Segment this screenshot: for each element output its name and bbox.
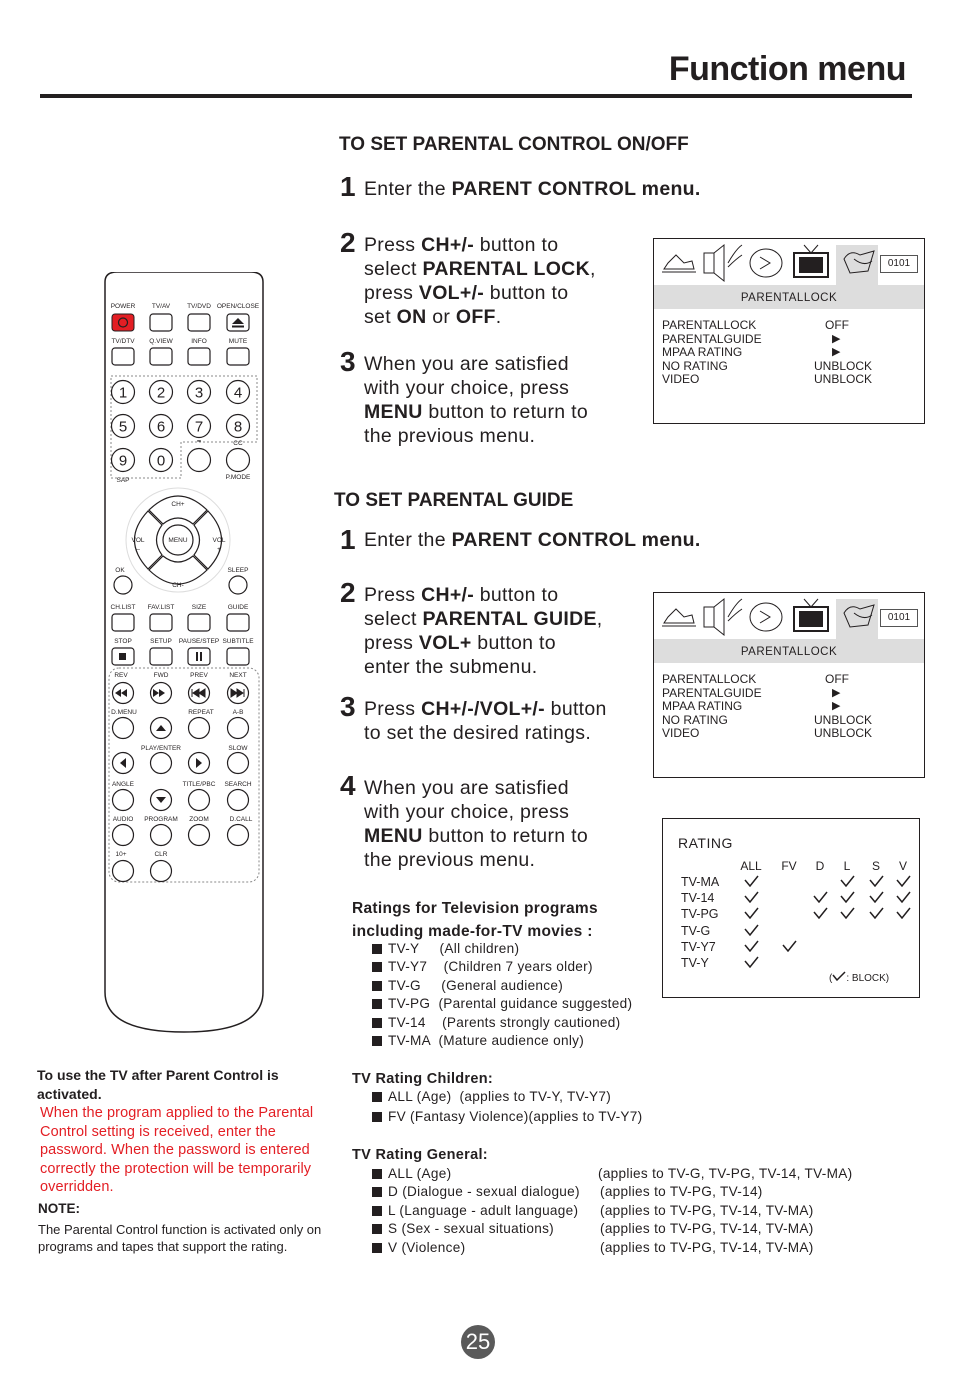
digit-label: 2	[156, 384, 166, 402]
remote-button	[229, 576, 247, 594]
step-text: Press CH+/- button to select PARENTAL LOCK, press VOL+/- button to set ON or OFF.	[364, 234, 596, 328]
remote-label: -	[196, 432, 202, 449]
remote-label: TV/AV	[151, 303, 171, 310]
osd-screen-lock	[653, 238, 925, 424]
bullet-square-icon	[372, 1169, 382, 1179]
osd-row: PARENTALLOCK OFF	[662, 672, 849, 686]
clock-icon	[750, 249, 782, 277]
rating-row-label: TV-G	[681, 923, 711, 938]
osd-code: 0101	[880, 609, 918, 627]
osd-row: MPAA RATING ▶	[662, 345, 841, 359]
arrow-right-icon: ▶	[832, 686, 841, 699]
remote-label: FWD	[153, 672, 169, 679]
list-item: TV-PG (Parental guidance suggested)	[372, 995, 632, 1013]
digit-label: 8	[233, 418, 243, 436]
bullet-square-icon	[372, 1112, 382, 1122]
remote-label: NEXT	[229, 672, 247, 679]
list-item: TV-G (General audience)	[372, 977, 632, 995]
remote-label: STOP	[114, 638, 132, 645]
remote-button	[227, 348, 249, 365]
remote-label: PROGRAM	[144, 816, 178, 823]
arrow-right-icon: ▶	[832, 332, 841, 345]
step-text: Press CH+/- button to select PARENTAL GUIDE, press VOL+ button to enter the submenu.	[364, 584, 603, 678]
step-text: When you are satisfied with your choice, press MENU button to return to the previous menu.	[364, 777, 588, 871]
bullet-square-icon	[372, 1018, 382, 1028]
remote-button	[228, 825, 249, 846]
pause-icon	[196, 652, 198, 661]
bullet-square-icon	[372, 962, 382, 972]
remote-label: D.MENU	[111, 709, 137, 716]
remote-label: FAV.LIST	[147, 604, 175, 611]
remote-label: SIZE	[191, 604, 207, 611]
remote-label: INFO	[191, 338, 207, 345]
rating-row-label: TV-Y	[681, 956, 709, 970]
rating-row-label: TV-PG	[681, 907, 719, 922]
remote-button	[188, 614, 210, 631]
remote-label: Q.VIEW	[149, 338, 173, 345]
remote-label: SAP	[116, 477, 130, 484]
remote-label: 10+	[115, 851, 127, 858]
page-title: Function menu	[668, 50, 906, 88]
list-item: ALL (Age) (applies to TV-G, TV-PG, TV-14, TV-MA)	[372, 1165, 892, 1183]
remote-button	[228, 790, 249, 811]
step-number: 3	[340, 346, 356, 377]
remote-label: TV/DTV	[111, 338, 135, 345]
osd-screen-guide	[653, 592, 925, 778]
note-label: NOTE:	[38, 1201, 80, 1216]
list-item: FV (Fantasy Violence)(applies to TV-Y7)	[372, 1108, 642, 1128]
remote-label: SLOW	[228, 745, 248, 752]
picture-icon	[662, 609, 696, 626]
list-item: TV-Y (All children)	[372, 940, 632, 958]
step-number: 2	[340, 227, 356, 258]
remote-label: TV/DVD	[187, 303, 211, 310]
digit-label: 0	[156, 452, 166, 470]
eject-icon	[232, 326, 244, 328]
list-item: ALL (Age) (applies to TV-Y, TV-Y7)	[372, 1088, 642, 1108]
remote-label: CH.LIST	[110, 604, 136, 611]
remote-button	[113, 861, 134, 882]
list-item: TV-Y7 (Children 7 years older)	[372, 958, 632, 976]
osd-code: 0101	[880, 255, 918, 273]
tv-general-heading: TV Rating General:	[352, 1147, 488, 1163]
remote-button	[113, 790, 134, 811]
bullet-square-icon	[372, 1206, 382, 1216]
rating-column-header: FV	[781, 859, 797, 873]
digit-label: 6	[156, 418, 166, 436]
remote-label: PREV	[190, 672, 208, 679]
remote-label: A-B	[232, 709, 244, 716]
remote-label: POWER	[110, 303, 136, 310]
remote-label: MENU	[168, 537, 188, 544]
osd-row: MPAA RATING ▶	[662, 699, 841, 713]
section1-heading: TO SET PARENTAL CONTROL ON/OFF	[339, 134, 689, 155]
remote-label: CH+	[171, 501, 185, 508]
check-icon	[782, 939, 797, 957]
rating-column-header: V	[898, 859, 907, 873]
remote-label: CC	[233, 440, 243, 447]
rating-column-header: S	[871, 859, 880, 873]
step-number: 1	[340, 524, 356, 555]
remote-button	[151, 861, 172, 882]
bullet-square-icon	[372, 1224, 382, 1234]
remote-label: PAUSE/STEP	[178, 638, 220, 645]
remote-button	[188, 314, 210, 331]
remote-button	[113, 825, 134, 846]
rating-table	[662, 818, 920, 998]
remote-label: CLR	[154, 851, 168, 858]
remote-button	[188, 648, 210, 665]
title-rule	[40, 94, 912, 98]
remote-label: SLEEP	[227, 567, 249, 574]
remote-label: PLAY/ENTER	[141, 745, 181, 752]
check-icon	[813, 906, 828, 924]
osd-header: PARENTALLOCK	[654, 285, 924, 309]
remote-label: REV	[114, 672, 128, 679]
bullet-square-icon	[372, 981, 382, 991]
list-item: V (Violence) (applies to TV-PG, TV-14, TV-MA)	[372, 1239, 892, 1257]
rating-row-label: TV-Y7	[681, 939, 716, 954]
stop-icon	[119, 653, 126, 660]
step-text: When you are satisfied with your choice, press MENU button to return to the previous menu.	[364, 353, 588, 447]
rating-column-header: L	[843, 859, 851, 873]
remote-label: D.CALL	[229, 816, 253, 823]
tv-general-list	[372, 1165, 892, 1257]
osd-row: PARENTALGUIDE ▶	[662, 331, 841, 346]
list-item: TV-14 (Parents strongly cautioned)	[372, 1014, 632, 1032]
clock-icon	[750, 603, 782, 631]
bullet-square-icon	[372, 1243, 382, 1253]
remote-label: SEARCH	[224, 781, 252, 788]
remote-label: TITLE/PBC	[182, 781, 216, 788]
remote-control-illustration	[95, 272, 275, 1042]
remote-button	[150, 614, 172, 631]
list-item: D (Dialogue - sexual dialogue) (applies to TV-PG, TV-14)	[372, 1183, 892, 1201]
ratings-tv-heading: Ratings for Television programs including made-for-TV movies :	[352, 900, 598, 940]
remote-button	[189, 718, 210, 739]
remote-label: P.MODE	[225, 474, 251, 481]
bullet-square-icon	[372, 1036, 382, 1046]
digit-label: 1	[118, 384, 128, 402]
tv-children-list	[372, 1088, 642, 1128]
rating-title: RATING	[678, 835, 733, 851]
remote-button	[189, 790, 210, 811]
note-red-text: When the program applied to the Parental Control setting is received, enter the password. When the password is entered correctly the protection will be temporarily overridden.	[40, 1105, 314, 1196]
tv-icon	[794, 599, 828, 631]
osd-header: PARENTALLOCK	[654, 639, 924, 663]
remote-label: +	[217, 546, 221, 553]
osd-row: PARENTALLOCK OFF	[662, 318, 849, 332]
check-icon	[744, 955, 759, 973]
remote-label: SETUP	[150, 638, 172, 645]
rating-column-header: ALL	[740, 859, 762, 873]
remote-label: VOL	[212, 537, 226, 544]
remote-label: GUIDE	[227, 604, 249, 611]
list-item: S (Sex - sexual situations) (applies to TV-PG, TV-14, TV-MA)	[372, 1220, 892, 1238]
bullet-square-icon	[372, 1187, 382, 1197]
step-text: Enter the PARENT CONTROL menu.	[364, 529, 701, 551]
check-icon	[869, 906, 884, 924]
remote-label: MUTE	[228, 338, 248, 345]
remote-label: OK	[115, 567, 125, 574]
remote-label: VOL	[131, 537, 145, 544]
bullet-square-icon	[372, 944, 382, 954]
tv-icon	[794, 245, 828, 277]
remote-label: OPEN/CLOSE	[216, 303, 260, 310]
remote-button	[151, 825, 172, 846]
osd-row: NO RATING UNBLOCK	[662, 712, 873, 727]
step-text: Press CH+/-/VOL+/- button to set the desired ratings.	[364, 698, 607, 744]
osd-row: VIDEO UNBLOCK	[662, 726, 873, 740]
digit-label: 9	[118, 452, 128, 470]
remote-label: CH-	[172, 582, 184, 589]
remote-button	[112, 348, 134, 365]
remote-button	[188, 348, 210, 365]
rating-row-label: TV-MA	[681, 875, 720, 889]
sound-icon	[704, 599, 742, 635]
picture-icon	[662, 255, 696, 272]
remote-button	[189, 825, 210, 846]
remote-label: REPEAT	[188, 709, 214, 716]
tv-children-heading: TV Rating Children:	[352, 1071, 494, 1087]
remote-button	[228, 753, 249, 774]
digit-label: 5	[118, 418, 128, 436]
digit-label: 7	[194, 418, 204, 436]
remote-button	[228, 718, 249, 739]
check-icon	[832, 973, 846, 984]
osd-row: NO RATING UNBLOCK	[662, 358, 873, 373]
ratings-tv-list	[372, 940, 632, 1050]
remote-button	[150, 314, 172, 331]
bullet-square-icon	[372, 999, 382, 1009]
remote-label: SUBTITLE	[222, 638, 254, 645]
remote-button	[188, 449, 211, 472]
remote-button	[114, 576, 132, 594]
remote-button	[113, 718, 134, 739]
arrow-right-icon: ▶	[832, 346, 841, 358]
rating-column-header: D	[815, 859, 825, 873]
note-text: The Parental Control function is activated only on programs and tapes that support the rating.	[38, 1222, 322, 1254]
remote-button	[150, 648, 172, 665]
list-item: L (Language - adult language) (applies to TV-PG, TV-14, TV-MA)	[372, 1202, 892, 1220]
digit-label: 4	[233, 384, 243, 402]
remote-button	[227, 614, 249, 631]
remote-label: AUDIO	[112, 816, 134, 823]
note-heading: To use the TV after Parent Control is activated.	[37, 1067, 279, 1102]
step-number: 1	[340, 171, 356, 202]
rating-row-label: TV-14	[681, 891, 715, 906]
step-number: 2	[340, 577, 356, 608]
step-number: 3	[340, 691, 356, 722]
section2-heading: TO SET PARENTAL GUIDE	[334, 490, 574, 511]
digit-label: 3	[194, 384, 204, 402]
page-number: 25	[461, 1325, 495, 1359]
check-icon	[896, 906, 911, 924]
bullet-square-icon	[372, 1092, 382, 1102]
power-button	[112, 314, 134, 331]
remote-button	[112, 614, 134, 631]
step-text: Enter the PARENT CONTROL menu.	[364, 178, 701, 200]
remote-button	[150, 348, 172, 365]
arrow-right-icon: ▶	[832, 700, 841, 712]
remote-button	[227, 449, 250, 472]
osd-row: PARENTALGUIDE ▶	[662, 685, 841, 700]
rating-legend: ( : BLOCK)	[829, 973, 890, 984]
remote-button	[227, 648, 249, 665]
list-item: TV-MA (Mature audience only)	[372, 1032, 632, 1050]
osd-row: VIDEO UNBLOCK	[662, 372, 873, 386]
step-number: 4	[340, 770, 356, 801]
pause-icon	[200, 652, 202, 661]
remote-label: ZOOM	[189, 816, 209, 823]
sound-icon	[704, 245, 742, 281]
remote-label: –	[136, 546, 140, 553]
play-enter-button	[151, 753, 172, 774]
remote-label: ANGLE	[111, 781, 135, 788]
check-icon	[840, 906, 855, 924]
